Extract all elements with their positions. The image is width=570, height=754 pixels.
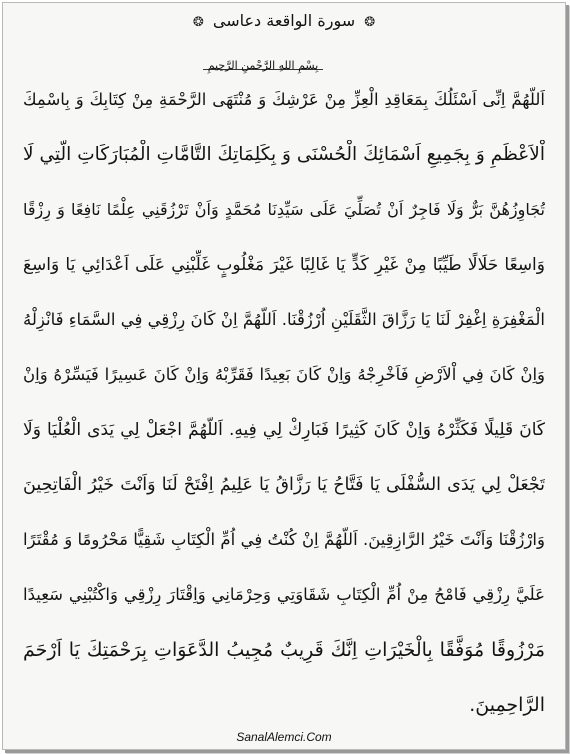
title-text: سورة الواقعة دعاسى xyxy=(212,11,356,30)
prayer-line: وَارْزُقْنَا وَاَنْتَ خَيْرُ الرَّازِقِينَ. اَللّهُمَّ اِنْ كُنْتُ فِي اُمِّ الْكِتَابِ شَقِيًّا مَحْرُومًا وَ مُقْتَرًا xyxy=(23,530,545,549)
title-ornament-left: ❂ xyxy=(192,15,204,30)
title-ornament-right: ❂ xyxy=(364,15,376,30)
prayer-line: وَاسِعًا حَلَالًا طَيِّبًا مِنْ غَيْرِ كَدٍّ يَا غَالِبًا غَيْرَ مَغْلُوبٍ غَلِّبْنِي عَلَى اَعْدَائِي يَا وَاسِعَ xyxy=(23,255,545,275)
prayer-line: اْلاَعْظَمِ وَ بِجَمِيعِ اَسْمَائِكَ الْحُسْنَى وَ بِكَلِمَاتِكَ التَّامَّاتِ الْمُبَارَكَاتِ الَّتِي لَا xyxy=(23,144,545,165)
document-page xyxy=(2,2,566,750)
prayer-line: الرَّاحِمِينَ. xyxy=(469,694,545,716)
prayer-line: وَاِنْ كَانَ فِي اْلاَرْضِ فَاَخْرِجْهُ وَاِنْ كَانَ بَعِيدًا فَقَرِّبْهُ وَاِنْ كَانَ عَسِيرًا فَيَسِّرْهُ وَاِنْ xyxy=(23,365,545,384)
prayer-line: الْمَغْفِرَةِ اِغْفِرْ لَنَا يَا رَزَّاقَ الثَّقَلَيْنِ اُرْزُقْنَا. اَللّهُمَّ اِنْ كَانَ رِزْقِي فِي السَّمَاءِ فَانْزِلْهُ xyxy=(23,310,545,329)
prayer-line: مَرْزُوقًا مُوَفَّقًا بِالْخَيْرَاتِ اِنَّكَ قَرِيبٌ مُجِيبُ الدَّعَوَاتِ بِرَحْمَتِكَ يَا اَرْحَمَ xyxy=(23,639,545,661)
prayer-line: اَللّهُمَّ اِنِّى اَسْئَلُكَ بِمَعَاقِدِ الْعِزِّ مِنْ عَرْشِكَ وَ مُنْتَهَى الرَّحْمَةِ مِنْ كِتَابِكَ وَ بِاسْمِكَ xyxy=(23,90,545,109)
prayer-line: تَجْعَلْ لِي يَدَى السُّفْلَى يَا فَتَّاحُ يَا رَزَّاقُ يَا عَلِيمُ اِفْتَحْ لَنَا وَاَنْتَ خَيْرُ الْفَاتِحِينَ xyxy=(23,475,545,495)
footer-website: SanalAlemci.Com xyxy=(236,730,332,744)
prayer-line: عَلَيَّ رِزْقِي فَامْحُ مِنْ اُمِّ الْكِتَابِ شَقَاوَتِي وَحِرْمَانِي وَاِقْتَارَ رِزْقِي وَاكْتُبْنِي سَعِيدًا xyxy=(23,585,545,604)
document-title xyxy=(3,11,565,30)
basmala: بِسْمِ اللهِ الرَّحْمنِ الرَّحِيمِ xyxy=(153,59,373,70)
prayer-line: كَانَ قَلِيلًا فَكَثِّرْهُ وَاِنْ كَانَ كَثِيرًا فَبَارِكْ لِي فِيهِ. اَللّهُمَّ اجْعَلْ لِي يَدَى الْعُلْيَا وَلَا xyxy=(23,420,545,440)
prayer-line: تُجَاوِزُهُنَّ بَرٌّ وَلَا فَاجِرٌ اَنْ تُصَلِّيَ عَلَى سَيِّدِنَا مُحَمَّدٍ وَاَنْ تَرْزُقَنِي عِلْمًا نَافِعًا وَ رِزْقًا xyxy=(23,200,545,219)
